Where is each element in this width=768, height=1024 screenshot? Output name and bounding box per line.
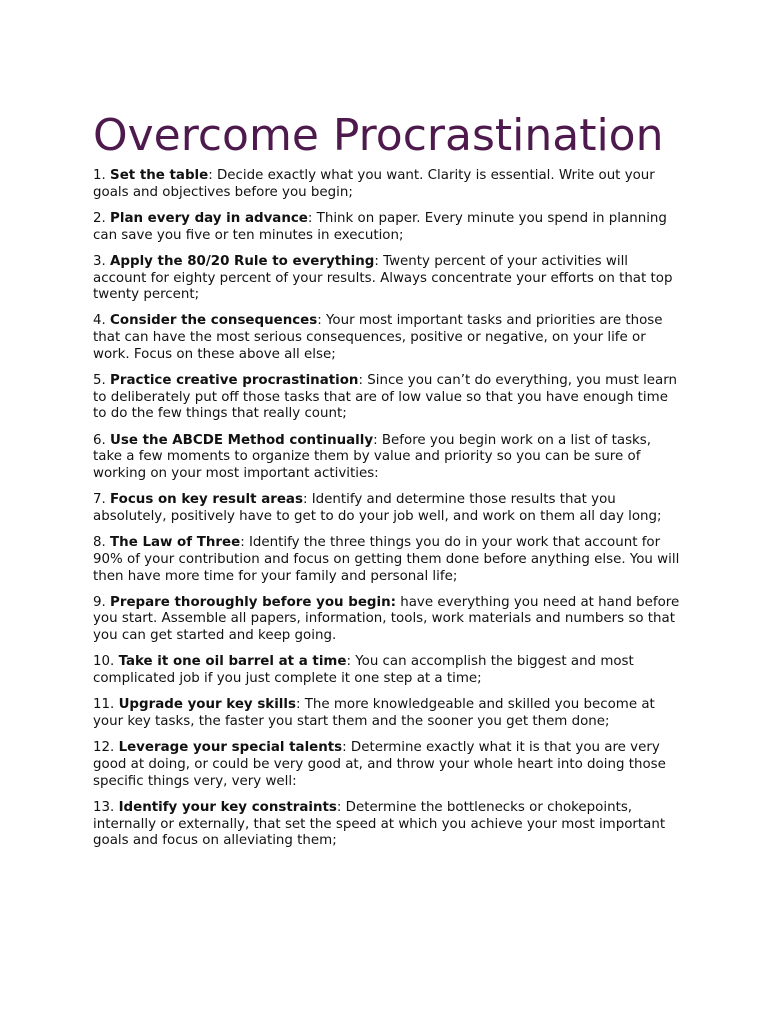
item-body: : Identify the three things you do in your work that account for 90% of your contribution and focus on getting them done before anything else. You will then have more time for your family and personal life; [93,535,680,584]
item-heading: Practice creative procrastination [110,373,359,389]
item-body: : Since you can’t do everything, you must learn to deliberately put off those tasks that are of low value so that you have enough time to do the few things that really count; [93,373,678,422]
item-number: 2. [93,210,106,226]
list-item [93,595,683,645]
document-page [93,108,683,859]
list-item [93,211,683,244]
item-heading: Take it one oil barrel at a time [118,654,347,670]
list-item [93,492,683,525]
list-item [93,535,683,585]
item-number: 8. [93,535,106,551]
item-number: 7. [93,492,106,508]
item-heading: Upgrade your key skills [118,697,296,713]
item-heading: Use the ABCDE Method continually [110,432,374,448]
list-item [93,373,683,423]
item-heading: Set the table [110,168,209,183]
item-number: 10. [93,654,115,670]
item-body: : Your most important tasks and priorities are those that can have the most serious consequences, positive or negative, on your life or work. Focus on these above all else; [93,313,663,362]
list-item [93,433,683,483]
item-body: : Decide exactly what you want. Clarity is essential. Write out your goals and objectives before you begin; [93,168,655,200]
item-body: : Determine the bottlenecks or chokepoints, internally or externally, that set the speed at which you achieve your most important goals and focus on alleviating them; [93,799,666,849]
item-number: 12. [93,740,115,756]
item-heading: Identify your key constraints [118,799,337,815]
list-item [93,313,683,363]
item-number: 5. [93,373,106,389]
list-item [93,254,683,304]
item-heading: Prepare thoroughly before you begin: [110,594,396,610]
item-number: 9. [93,594,106,610]
item-body: : The more knowledgeable and skilled you become at your key tasks, the faster you start them and the sooner you get them done; [93,697,655,729]
list-item [93,697,683,730]
item-body: : You can accomplish the biggest and most complicated job if you just complete it one step at a time; [93,654,634,687]
item-heading: Apply the 80/20 Rule to everything [110,253,375,269]
item-heading: Consider the consequences [110,313,318,329]
item-number: 11. [93,697,115,713]
list-item [93,168,683,201]
item-heading: The Law of Three [110,535,241,551]
item-body: have everything you need at hand before you start. Assemble all papers, information, tools, work materials and numbers so that you can get started and keep going. [93,594,680,644]
tips-list [93,168,683,850]
item-heading: Leverage your special talents [118,740,343,756]
item-heading: Plan every day in advance [110,210,308,226]
page-title: Overcome Procrastination [93,110,664,161]
list-item [93,740,683,790]
item-body: : Determine exactly what it is that you are very good at doing, or could be very good at, and throw your whole heart into doing those specific things very, very well: [93,740,666,789]
item-number: 13. [93,799,115,815]
item-body: : Before you begin work on a list of tasks, take a few moments to organize them by value and priority so you can be sure of working on your most important activities: [93,432,652,482]
list-item [93,654,683,687]
item-body: : Identify and determine those results that you absolutely, positively have to get to do your job well, and work on them all day long; [93,492,662,524]
item-number: 3. [93,253,106,269]
item-number: 6. [93,432,106,448]
item-heading: Focus on key result areas [110,492,303,508]
item-number: 4. [93,313,106,329]
item-number: 1. [93,168,106,183]
list-item [93,800,683,850]
item-body: : Twenty percent of your activities will account for eighty percent of your results. Always concentrate your efforts on that top twenty percent; [93,253,673,303]
item-body: : Think on paper. Every minute you spend in planning can save you five or ten minutes in execution; [93,210,667,243]
